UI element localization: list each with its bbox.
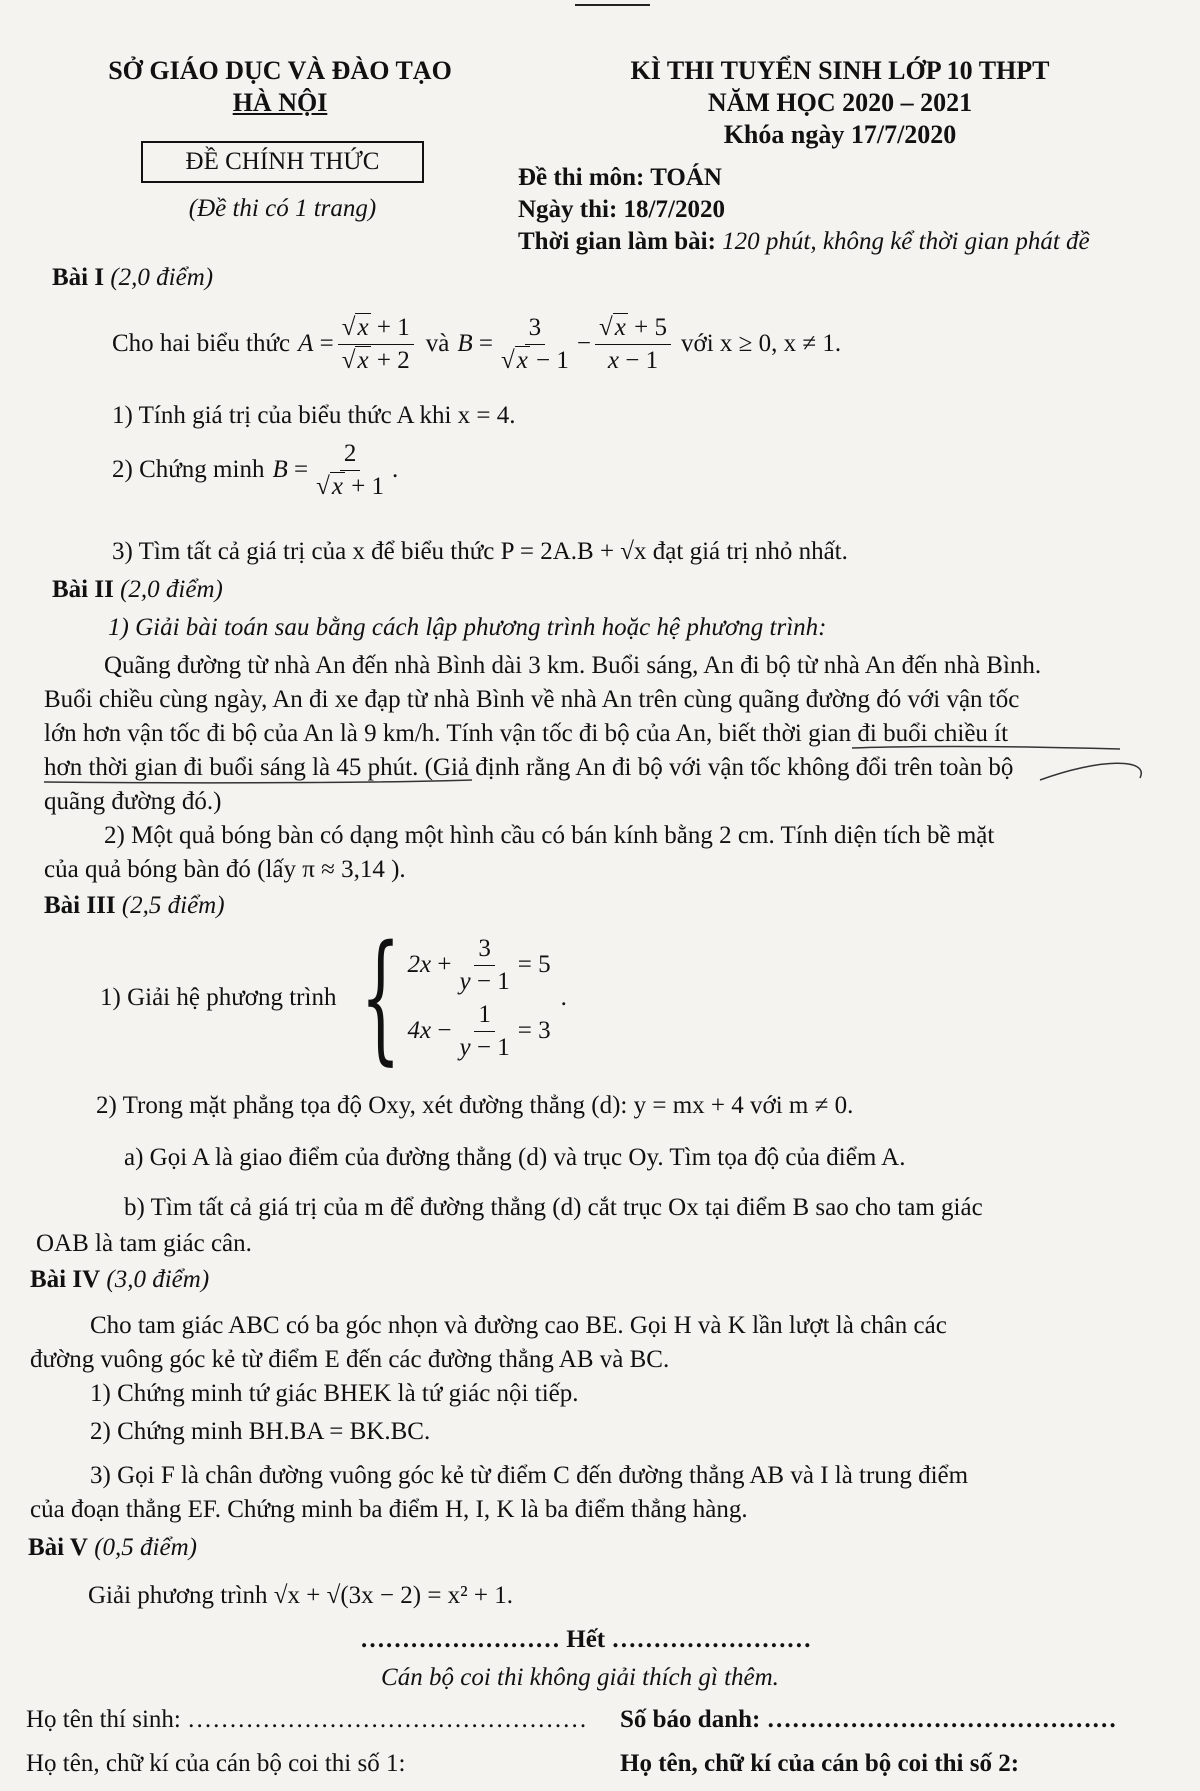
pages-note: (Đề thi có 1 trang): [188, 195, 377, 222]
invigilator-1-signature: Họ tên, chữ kí của cán bộ coi thi số 1:: [26, 1750, 406, 1777]
bai3-points: (2,5 điểm): [115, 892, 225, 919]
bai1-expressions: Cho hai biểu thức A = $\frac{√x + 1}{√x + 2}$ và B = $\frac{3}{√x - 1}$ − $\frac{√x + 5}{x - 1}$ với x ≥ 0, x ≠ 1.: [112, 314, 842, 374]
end-marker: …………………… Hết ……………………: [360, 1626, 812, 1653]
bai2-heading: [52, 576, 223, 604]
bai2-q1-instruction: 1) Giải bài toán sau bằng cách lập phương trình hoặc hệ phương trình:: [108, 614, 827, 641]
bai1-q3: 3) Tìm tất cả giá trị của x để biểu thức P = 2A.B + √x đạt giá trị nhỏ nhất.: [112, 538, 848, 565]
bai2-paragraph-line3: lớn hơn vận tốc đi bộ của An là 9 km/h. Tính vận tốc đi bộ của An, biết thời gian đi buổi chiều ít: [44, 720, 1009, 747]
bai1-title: Bài I: [52, 264, 105, 291]
candidate-number-field: Số báo danh: ……………………………………: [620, 1706, 1117, 1733]
exam-title: KÌ THI TUYỂN SINH LỚP 10 THPT: [630, 56, 1050, 85]
bai4-q3-line2: của đoạn thẳng EF. Chứng minh ba điểm H, I, K là ba điểm thẳng hàng.: [30, 1496, 748, 1523]
fraction-A: $\frac{√x + 1}{√x + 2}$: [338, 314, 414, 374]
bai3-title: Bài III: [44, 892, 116, 919]
bai2-paragraph-line4: hơn thời gian đi buổi sáng là 45 phút. (Giả định rằng An đi bộ với vận tốc không đổi trên toàn bộ: [44, 754, 1014, 781]
bai2-q2-line1: 2) Một quả bóng bàn có dạng một hình cầu có bán kính bằng 2 cm. Tính diện tích bề mặt: [104, 822, 995, 849]
official-label: ĐỀ CHÍNH THỨC: [185, 148, 380, 175]
bai5-points: (0,5 điểm): [87, 1534, 197, 1561]
bai3-heading: [44, 892, 225, 920]
subject-line: [518, 164, 722, 192]
bai3-qa: a) Gọi A là giao điểm của đường thẳng (d) và trục Oy. Tìm tọa độ của điểm A.: [124, 1144, 906, 1171]
bai3-qb-line1: b) Tìm tất cả giá trị của m để đường thẳng (d) cắt trục Ox tại điểm B sao cho tam giác: [124, 1194, 983, 1221]
bai3-qb-line2: OAB là tam giác cân.: [36, 1230, 252, 1257]
bai2-paragraph-line2: Buổi chiều cùng ngày, An đi xe đạp từ nhà Bình về nhà An trên cùng quãng đường đó với vận tốc: [44, 686, 1020, 713]
time-value: 120 phút, không kể thời gian phát đề: [722, 228, 1090, 255]
bai4-q1: 1) Chứng minh tứ giác BHEK là tứ giác nội tiếp.: [90, 1380, 579, 1407]
bai1-intro: Cho hai biểu thức: [112, 330, 291, 357]
bai5-question: Giải phương trình √x + √(3x − 2) = x² + 1.: [88, 1582, 514, 1609]
bai2-paragraph-line5: quãng đường đó.): [44, 788, 222, 815]
department-name: SỞ GIÁO DỤC VÀ ĐÀO TẠO: [108, 56, 452, 85]
bai2-points: (2,0 điểm): [113, 576, 223, 603]
bai2-paragraph-line1: Quãng đường từ nhà An đến nhà Bình dài 3 km. Buổi sáng, An đi bộ từ nhà An đến nhà Bình.: [104, 652, 1042, 679]
bai1-points: (2,0 điểm): [104, 264, 214, 291]
bai2-q2-line2: của quả bóng bàn đó (lấy π ≈ 3,14 ).: [44, 856, 406, 883]
top-line-decoration: [575, 4, 650, 6]
bai4-paragraph-line1: Cho tam giác ABC có ba góc nhọn và đường cao BE. Gọi H và K lần lượt là chân các: [90, 1312, 947, 1339]
fraction-B-result: $\frac{2}{√x + 1}$: [316, 440, 385, 500]
exam-session: Khóa ngày 17/7/2020: [723, 120, 957, 149]
bai3-system: 1) Giải hệ phương trình { 2x + $\frac{3}{y - 1}$ = 5 4x − $\frac{1}{y - 1}$ = 3 .: [100, 916, 567, 1079]
bai1-condition: với x ≥ 0, x ≠ 1.: [680, 330, 842, 357]
handwritten-underline: [40, 718, 1150, 800]
bai5-heading: [28, 1534, 197, 1562]
bai3-q2: 2) Trong mặt phẳng tọa độ Oxy, xét đường thẳng (d): y = mx + 4 với m ≠ 0.: [96, 1092, 854, 1119]
bai5-title: Bài V: [28, 1534, 88, 1561]
bai4-paragraph-line2: đường vuông góc kẻ từ điểm E đến các đường thẳng AB và BC.: [30, 1346, 670, 1373]
bai4-q3-line1: 3) Gọi F là chân đường vuông góc kẻ từ điểm C đến đường thẳng AB và I là trung điểm: [90, 1462, 969, 1489]
fraction-B2: $\frac{√x + 5}{x - 1}$: [595, 314, 671, 374]
bai1-and: và: [425, 330, 450, 357]
fraction-B1: $\frac{3}{√x - 1}$: [500, 314, 569, 374]
candidate-name-field: Họ tên thí sinh: …………………………………………: [26, 1706, 588, 1733]
bai4-points: (3,0 điểm): [100, 1266, 210, 1293]
bai1-q2-text: 2) Chứng minh: [112, 456, 265, 483]
school-year: NĂM HỌC 2020 – 2021: [707, 88, 973, 117]
bai1-heading: [52, 264, 213, 292]
subject-value: TOÁN: [650, 164, 722, 191]
bai4-q2: 2) Chứng minh BH.BA = BK.BC.: [90, 1418, 431, 1445]
bai3-q1-text: 1) Giải hệ phương trình: [100, 984, 337, 1011]
invigilator-note: Cán bộ coi thi không giải thích gì thêm.: [381, 1664, 779, 1691]
bai2-title: Bài II: [52, 576, 114, 603]
bai4-title: Bài IV: [30, 1266, 101, 1293]
invigilator-2-signature: Họ tên, chữ kí của cán bộ coi thi số 2:: [620, 1750, 1020, 1777]
time-label: Thời gian làm bài:: [518, 228, 723, 255]
city-name: HÀ NỘI: [232, 88, 328, 117]
bai4-heading: [30, 1266, 209, 1294]
subject-label: Đề thi môn:: [518, 164, 651, 191]
bai1-q1: 1) Tính giá trị của biểu thức A khi x = 4.: [112, 402, 516, 429]
bai1-q2: 2) Chứng minh B = $\frac{2}{√x + 1}$ .: [112, 440, 399, 500]
official-badge: [141, 141, 424, 183]
exam-date: Ngày thi: 18/7/2020: [518, 196, 725, 223]
time-line: [518, 228, 1090, 256]
